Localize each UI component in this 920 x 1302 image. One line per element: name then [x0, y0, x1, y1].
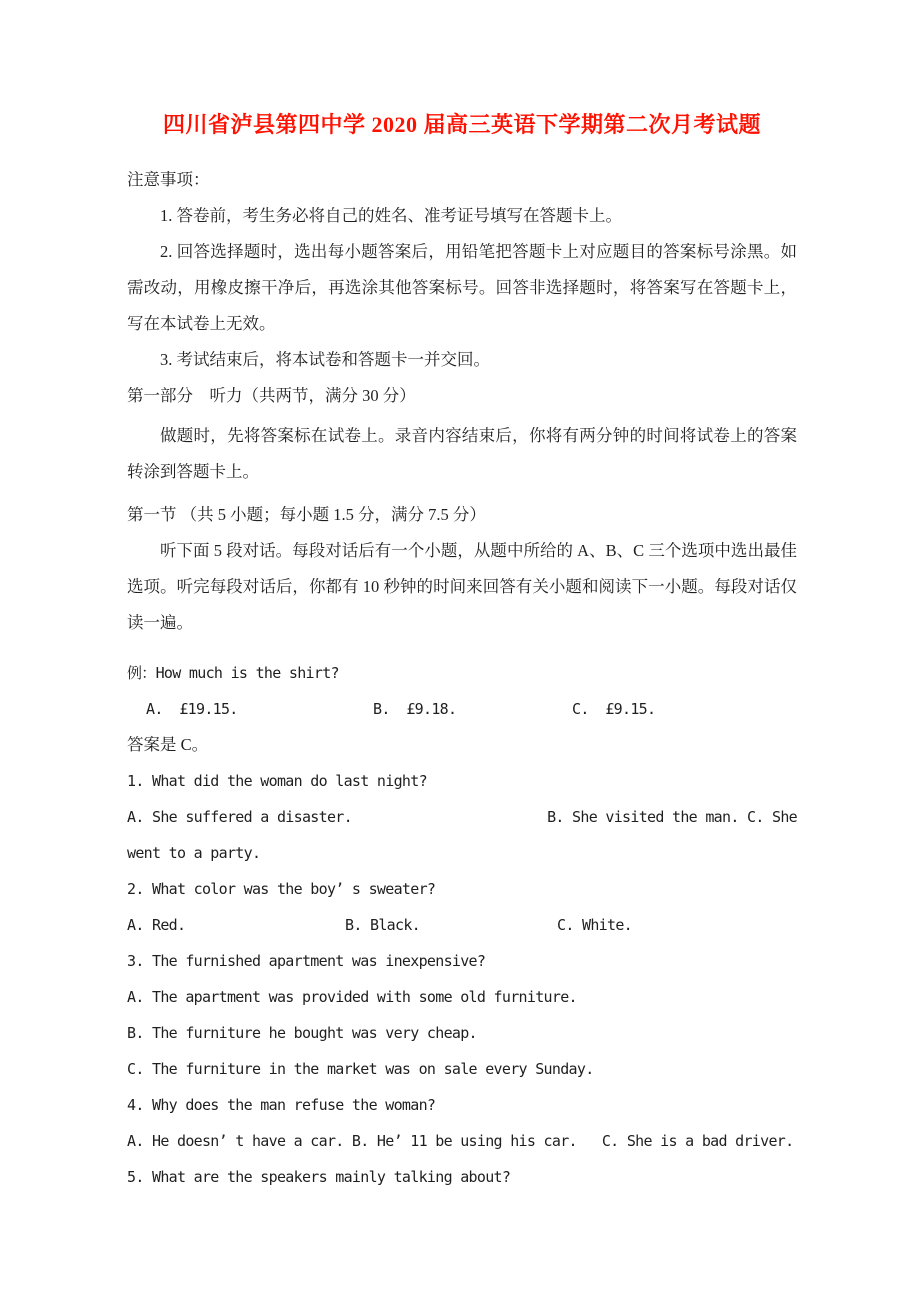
example-prompt: 例：How much is the shirt?: [127, 664, 339, 682]
part1-heading: 第一部分 听力（共两节，满分 30 分）: [127, 386, 416, 405]
question-4-options-line: A. He doesn’ t have a car. B. He’ 11 be using his car. C. She is a bad driver.: [127, 1132, 794, 1150]
question-4-prompt: 4. Why does the man refuse the woman?: [127, 1096, 436, 1114]
section1-heading: 第一节 （共 5 小题；每小题 1.5 分，满分 7.5 分）: [127, 505, 486, 524]
question-3-prompt: 3. The furnished apartment was inexpensive?: [127, 952, 486, 970]
question-3-option-a: A. The apartment was provided with some old furniture.: [127, 988, 577, 1006]
example-option-c: C. £9.15.: [572, 700, 656, 718]
question-1-options-bc: B. She visited the man. C. She: [547, 808, 797, 826]
question-3-option-b: B. The furniture he bought was very cheap.: [127, 1024, 477, 1042]
question-1-prompt: 1. What did the woman do last night?: [127, 772, 427, 790]
question-2-option-c: C. White.: [557, 916, 632, 934]
notice-heading: 注意事项：: [127, 170, 210, 189]
question-1-options-row: [127, 799, 797, 835]
question-2-prompt: 2. What color was the boy’ s sweater?: [127, 880, 436, 898]
question-2-option-a: A. Red.: [127, 916, 186, 934]
example-option-a: A. £19.15.: [146, 700, 238, 718]
question-1-option-c-wrap: went to a party.: [127, 844, 261, 862]
example-options-row: [127, 691, 797, 727]
section1-instructions: 听下面 5 段对话。每段对话后有一个小题，从题中所给的 A、B、C 三个选项中选出最佳选项。听完每段对话后，你都有 10 秒钟的时间来回答有关小题和阅读下一小题。每段对话仅读一遍。: [127, 541, 797, 632]
question-2-options-row: [127, 907, 797, 943]
document-content: [127, 102, 797, 1195]
part1-intro: 做题时，先将答案标在试卷上。录音内容结束后，你将有两分钟的时间将试卷上的答案转涂到答题卡上。: [127, 426, 797, 481]
notice-item-1: 1. 答卷前，考生务必将自己的姓名、准考证号填写在答题卡上。: [160, 206, 622, 225]
question-2-option-b: B. Black.: [345, 916, 420, 934]
question-1-option-a: A. She suffered a disaster.: [127, 808, 352, 826]
example-answer: 答案是 C。: [127, 735, 209, 754]
notice-item-3: 3. 考试结束后，将本试卷和答题卡一并交回。: [160, 350, 490, 369]
notice-item-2: 2. 回答选择题时，选出每小题答案后，用铅笔把答题卡上对应题目的答案标号涂黑。如需改动，用橡皮擦干净后，再选涂其他答案标号。回答非选择题时，将答案写在答题卡上，写在本试卷上无效。: [127, 242, 797, 333]
document-title: 四川省泸县第四中学 2020 届高三英语下学期第二次月考试题: [162, 112, 761, 137]
question-3-option-c: C. The furniture in the market was on sale every Sunday.: [127, 1060, 594, 1078]
question-5-prompt: 5. What are the speakers mainly talking about?: [127, 1168, 511, 1186]
example-option-b: B. £9.18.: [373, 700, 457, 718]
